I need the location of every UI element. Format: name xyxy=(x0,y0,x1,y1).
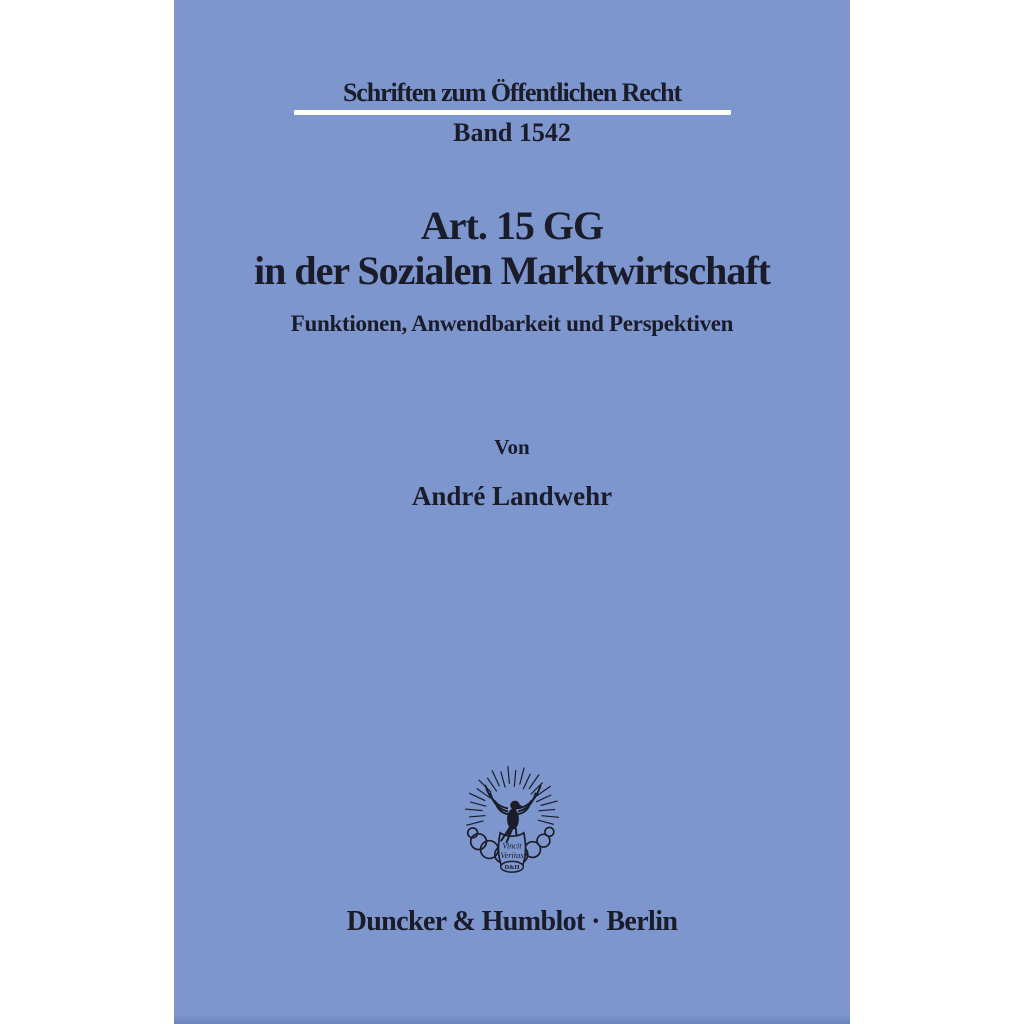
emblem-motto-line2: Veritas xyxy=(500,850,524,860)
book-title-line1: Art. 15 GG xyxy=(420,203,604,248)
publisher-emblem xyxy=(453,764,571,882)
series-band-number: Band 1542 xyxy=(453,118,571,147)
phoenix-sunburst-clouds-icon xyxy=(453,764,571,882)
author-name: André Landwehr xyxy=(411,481,613,511)
series-title: Schriften zum Öffentlichen Recht xyxy=(342,78,682,107)
byline-von: Von xyxy=(494,435,530,459)
eagle-icon xyxy=(485,786,540,843)
book-title xyxy=(174,203,850,293)
publisher-imprint: Duncker & Humblot · Berlin xyxy=(346,906,678,937)
series-divider-rule xyxy=(294,110,731,115)
book-title-line2: in der Sozialen Marktwirtschaft xyxy=(254,248,770,293)
emblem-initials: D&H xyxy=(504,864,520,872)
book-subtitle: Funktionen, Anwendbarkeit und Perspektiven xyxy=(290,311,734,336)
book-cover xyxy=(174,0,850,1024)
emblem-motto-line1: Vincit xyxy=(502,841,522,851)
